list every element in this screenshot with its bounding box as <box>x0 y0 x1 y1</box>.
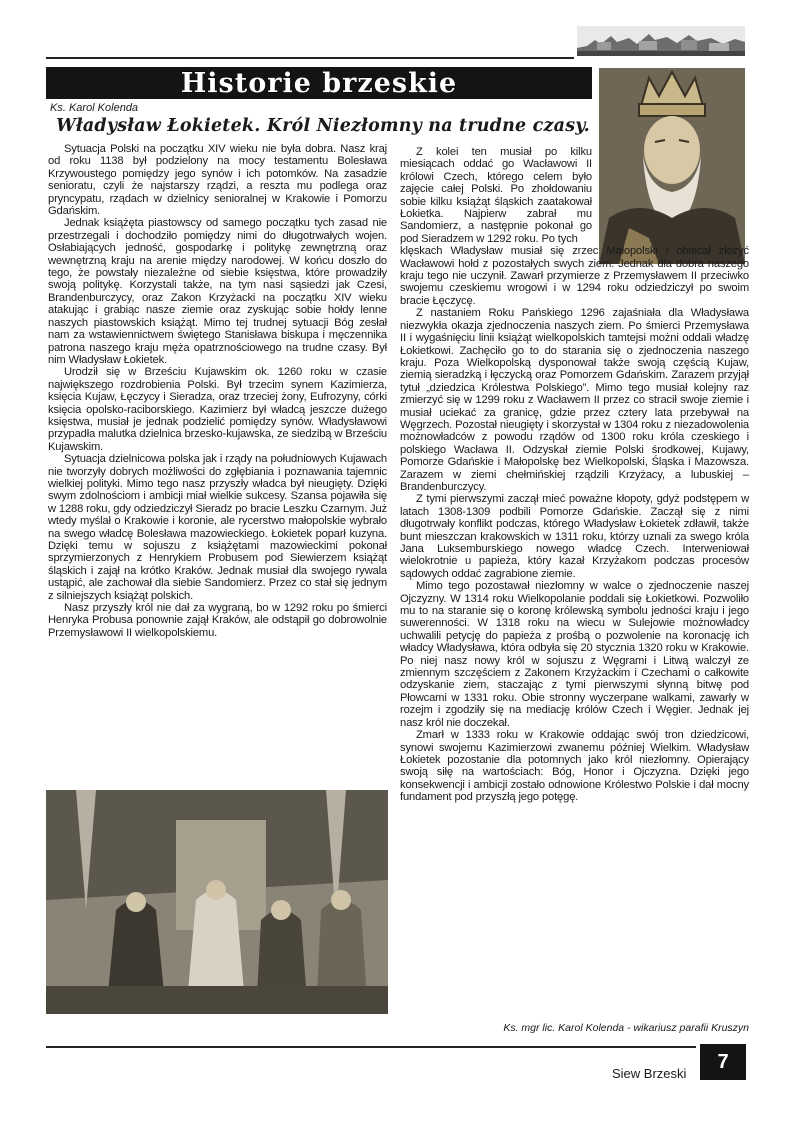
section-title: Historie brzeskie <box>180 67 458 99</box>
paragraph: Nasz przyszły król nie dał za wygraną, bo w 1292 roku po śmierci Henryka Probusa ponownie zajął Kraków, ale odstąpił go dobrowolnie Przemysławowi II wielkopolskiemu. <box>48 602 387 639</box>
left-column <box>48 143 387 639</box>
paragraph: Z kolei ten musiał po kilku miesiącach oddać go Wacławowi II królowi Czech, którego celem było zajęcie całej Polski. Po zhołdowaniu sobie kilku książąt śląskich zaatakował Łokietka. Najpierw zabrał mu Sandomierz, a następnie pokonał go pod Sieradzem w 1292 roku. Po tych <box>400 146 592 245</box>
article-title: Władysław Łokietek. Król Niezłomny na trudne czasy. <box>56 116 590 136</box>
paragraph: Jednak książęta piastowscy od samego początku tych zasad nie przestrzegali i dochodziło pomiędzy nimi do długotrwałych wojen. Osłabiających jedność, gospodarkę i politykę zewnętrzną oraz wewnętrzną kraju na arenie między narodowej. W końcu doszło do tego, że powstały niezależne od siebie księstwa, które prowadziły swoją politykę. Korzystali także, na tym nasi sąsiedzi jak Czesi, Brandenburczycy, oraz Zakon Krzyżacki na początku XIV wieku atakując i grabiąc nasze ziemie oraz zyskując sobie hołdy lenne naszych piastowskich książąt. Mimo tej trudnej sytuacji Bóg zesłał nam za wstawiennictwem świętego Stanisława biskupa i męczennika patrona naszego kraju męża opatrznościowego na trudne czasy. Był nim Władysław Łokietek. <box>48 217 387 366</box>
coronation-illustration <box>46 790 388 1014</box>
paragraph: Sytuacja dzielnicowa polska jak i rządy na południowych Kujawach nie tworzyły dobrych możliwości do zgłębiania i poznawania tajemnic wielkiej polityki. Mimo tego nasz przyszły władca był nieugięty. Dzięki swym zdolnościom i ambicji miał wielkie sukcesy. Szansa pojawiła się w 1288 roku, gdy odziedziczył Sieradz po bracie Leszku Czarnym. Już wtedy myślał o Krakowie i koronie, ale rycerstwo małopolskie wybrało na swego władcę Bolesława mazowieckiego. Łokietek poparł kuzyna. Dzięki temu w sojuszu z książętami mazowieckimi pokonał sprzymierzonych z Henrykiem Probusem pod Siewierzem książąt śląskich i zajął na krótko Kraków. Jednak musiał dla swojego rywala ustąpić, ale zachował dla siebie Sandomierz. Przez co stał się jednym z silniejszych książąt polskich. <box>48 453 387 602</box>
bottom-rule <box>46 1046 696 1048</box>
paragraph-continuation: klęskach Władysław musiał się zrzec Małopolski i obiecał złożyć Wacławowi hołd z pozostałych swych ziem. Jednak dla dobra naszego kraju tego nie uczynił. Zawarł przymierze z Przemysławem II przeciwko swojemu czeskiemu wrogowi i w 1294 roku odziedziczył po swoim bracie Łęczycę. <box>400 245 749 307</box>
right-column <box>400 146 749 804</box>
section-banner <box>46 67 592 99</box>
paragraph: Z nastaniem Roku Pańskiego 1296 zajaśniała dla Władysława niezwykła okazja zjednoczenia naszych ziem. Po śmierci Przemysława II i wygaśnięciu linii książąt wielkopolskich tamtejsi możni oddali władzę Łokietkowi. Zachęciło go to do starania się o zjednoczenia naszego kraju. Poza Wielkopolską dysponował także swoją częścią Kujaw, ziemią sieradzką i łęczycką oraz Pomorzem Gdańskim. Zarazem przyjął tytuł „dziedzica Królestwa Polskiego”. Mimo tego musiał kolejny raz zmierzyć się w 1299 roku z Wacławem II przez co stracił swoje ziemie i musiał uciekać za granicę, gdzie przez cztery lata przebywał na Węgrzech. Pozostał nieugięty i skorzystał w 1304 roku z niezadowolenia możnowładców z powodu rządów od 1300 roku króla czeskiego i polskiego Wacława II. Odzyskał ziemie Polski środkowej, Kujawy, Pomorze Gdańskie i Małopolskę bez Wielkopolski, Śląska i Mazowsza. Zarazem w ziemi chełmińskiej rządzili Krzyżacy, a lubuskiej – Brandenburczycy. <box>400 307 749 493</box>
paragraph: Sytuacja Polski na początku XIV wieku nie była dobra. Nasz kraj od roku 1138 był podzielony na mocy testamentu Bolesława Krzywoustego pomiędzy jego synów i ich potomków. Na zasadzie senioratu, czyli że najstarszy rządzi, a reszta mu podlega oraz pryncypatu, rządach w dzielnicy senioralnej w Krakowie i Pomorzu Gdańskim. <box>48 143 387 218</box>
signature-line: Ks. mgr lic. Karol Kolenda - wikariusz parafii Kruszyn <box>503 1022 749 1034</box>
paragraph: Z tymi pierwszymi zaczął mieć poważne kłopoty, gdyż podstępem w latach 1308-1309 podbili Pomorze Gdańskie. Zaczął się z nimi długotrwały konflikt podczas, którego Władysław Łokietek zdławił, także bunt mieszczan krakowskich w 1311 roku, którzy uznali za swego króla Jana Luksemburskiego nowego władcę Czech. Interweniował wielokrotnie u papieża, który kazał Krzyżakom podczas procesów sądowych oddać zagrabione ziemie. <box>400 493 749 580</box>
article-author: Ks. Karol Kolenda <box>50 102 139 114</box>
paragraph: Urodził się w Brześciu Kujawskim ok. 1260 roku w czasie największego rozdrobienia Polski. Był trzecim synem Kazimierza, księcia Kujaw, Łęczycy i Sieradza, oraz trzeciej żony, Eufrozyny, córki księcia opolsko-raciborskiego. Kazimierz był władcą jeszcze dużego księstwa, musiał je jednak podzielić pomiędzy synów. Władysławowi przypadła malutka dzielnica brzesko-kujawska, ze siedzibą w Brześciu Kujawskim. <box>48 366 387 453</box>
publication-name: Siew Brzeski <box>612 1066 687 1081</box>
paragraph: Zmarł w 1333 roku w Krakowie oddając swój tron dziedzicowi, synowi swojemu Kazimierzowi zwanemu później Wielkim. Władysław Łokietek pozostanie dla potomnych jako król niezłomny. Opierający swoją siłę na wartościach: Bóg, Honor i Ojczyzna. Dzięki jego konsekwencji i ambicji zostało odnowione Królestwo Polskie i dał mocny fundament pod przyszłą jego potęgę. <box>400 729 749 804</box>
town-skyline-photo <box>577 26 745 56</box>
top-rule <box>46 57 574 59</box>
page-number: 7 <box>700 1044 746 1080</box>
paragraph: Mimo tego pozostawał niezłomny w walce o zjednoczenie naszej Ojczyzny. W 1314 roku Wielkopolanie poddali się Łokietkowi. Pozwoliło mu to na staranie się o koronę królewską symbolu jedności kraju i jego suwerenności. W 1318 roku na wiecu w Sulejowie możnowładcy uchwalili petycję do papieża z prośbą o pozwolenie na koronację ich władcy Władysława, która odbyła się 20 stycznia 1320 roku w Krakowie. Po niej nasz nowy król w sojuszu z Węgrami i Litwą walczył ze zmiennym szczęściem z Zakonem Krzyżackim i Czechami o całkowite odzyskanie ziem, staczając z tymi pierwszymi słynną bitwę pod Płowcami w 1331 roku. Obie stronny wyczerpane walkami, zawarły w rozejm i zgodziły się na mediację królów Czech i Węgier. Jednak jej nasz król nie doczekał. <box>400 580 749 729</box>
